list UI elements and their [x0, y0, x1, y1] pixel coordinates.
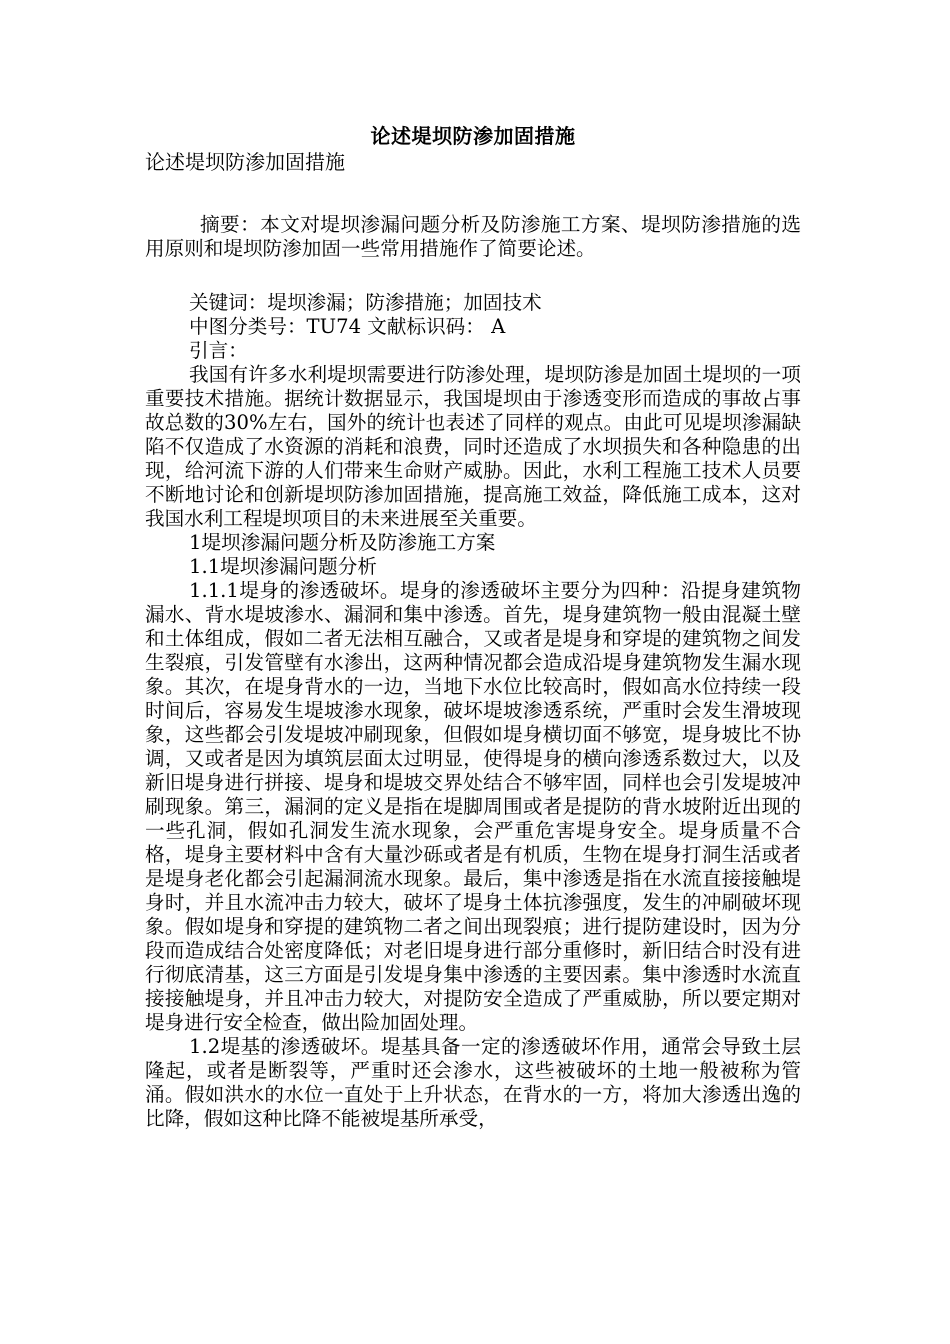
- section-heading-1-1: 1.1堤坝渗漏问题分析: [189, 555, 377, 578]
- paragraph-1-2: 1.2堤基的渗透破坏。堤基具备一定的渗透破坏作用，通常会导致土层隆起，或者是断裂等，严重时还会渗水，这些被破坏的土地一般被称为管涌。假如洪水的水位一直处于上升状态，在背水的一方，将加大渗透出逸的比降，假如这种比降不能被堤基所承受，: [145, 1035, 801, 1130]
- document-title: 论述堤坝防渗加固措施: [370, 124, 576, 148]
- paragraph-1-1-1: 1.1.1堤身的渗透破坏。堤身的渗透破坏主要分为四种：沿提身建筑物漏水、背水堤坡渗水、漏洞和集中渗透。首先，堤身建筑物一般由混凝土壁和土体组成，假如二者无法相互融合，又或者是堤身和穿堤的建筑物之间发生裂痕，引发管壁有水渗出，这两种情况都会造成沿堤身建筑物发生漏水现象。其次，在堤身背水的一边，当地下水位比较高时，假如高水位持续一段时间后，容易发生堤坡渗水现象，破坏堤坡渗透系统，严重时会发生滑坡现象，这些都会引发堤坡冲刷现象，但假如堤身横切面不够宽，堤身坡比不协调，又或者是因为填筑层面太过明显，使得堤身的横向渗透系数过大，以及新旧堤身进行拼接、堤身和堤坡交界处结合不够牢固，同样也会引发堤坡冲刷现象。第三，漏洞的定义是指在堤脚周围或者是提防的背水坡附近出现的一些孔洞，假如孔洞发生流水现象，会严重危害堤身安全。堤身质量不合格，堤身主要材料中含有大量沙砾或者是有机质，生物在堤身打洞生活或者是堤身老化都会引起漏洞流水现象。最后，集中渗透是指在水流直接接触堤身时，并且水流冲击力较大，破坏了堤身土体抗渗强度，发生的冲刷破坏现象。假如堤身和穿提的建筑物二者之间出现裂痕；进行提防建设时，因为分段而造成结合处密度降低；对老旧堤身进行部分重修时，新旧结合时没有进行彻底清基，这三方面是引发堤身集中渗透的主要因素。集中渗透时水流直接接触堤身，并且冲击力较大，对提防安全造成了严重威胁，所以要定期对堤身进行安全检查，做出险加固处理。: [145, 579, 801, 1034]
- spacer: [145, 261, 801, 291]
- section-heading-1: 1堤坝渗漏问题分析及防渗施工方案: [189, 531, 496, 554]
- document-page: [145, 122, 801, 1131]
- intro-label: 引言：: [189, 339, 248, 362]
- spacer: [145, 174, 801, 213]
- document-subtitle: 论述堤坝防渗加固措施: [145, 150, 345, 174]
- intro-paragraph: 我国有许多水利堤坝需要进行防渗处理，堤坝防渗是加固土堤坝的一项重要技术措施。据统计数据显示，我国堤坝由于渗透变形而造成的事故占事故总数的30%左右，国外的统计也表述了同样的观点。由此可见堤坝渗漏缺陷不仅造成了水资源的消耗和浪费，同时还造成了水坝损失和各种隐患的出现，给河流下游的人们带来生命财产威胁。因此，水利工程施工技术人员要不断地讨论和创新堤坝防渗加固措施，提高施工效益，降低施工成本，这对我国水利工程堤坝项目的未来进展至关重要。: [145, 363, 801, 530]
- classification-line: 中图分类号：TU74 文献标识码： A: [189, 315, 506, 338]
- keywords-line: 关键词：堤坝渗漏；防渗措施；加固技术: [189, 291, 542, 314]
- abstract-paragraph: 摘要：本文对堤坝渗漏问题分析及防渗施工方案、堤坝防渗措施的选用原则和堤坝防渗加固一些常用措施作了简要论述。: [145, 213, 801, 260]
